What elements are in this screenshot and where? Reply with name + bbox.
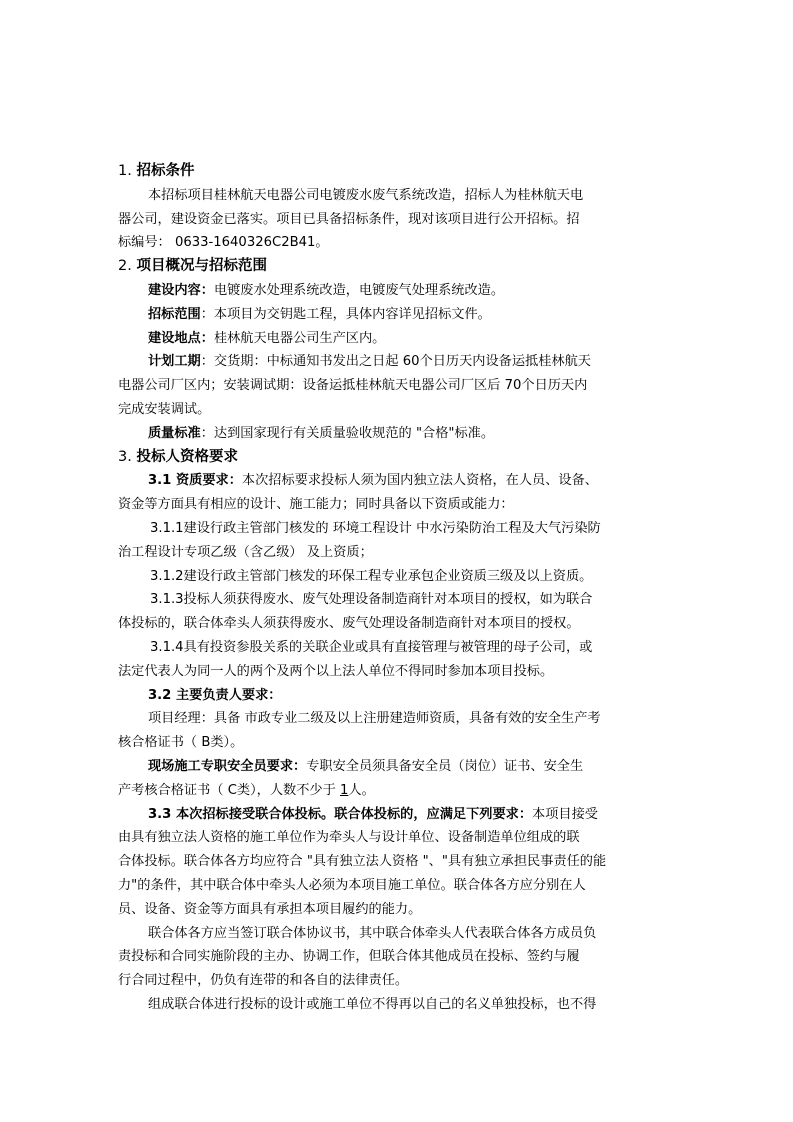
field-label: 建设地点：: [148, 330, 214, 346]
section-1-heading: [118, 160, 663, 184]
paragraph-line: 3.1.2建设行政主管部门核发的环保工程专业承包企业资质三级及以上资质。: [150, 568, 593, 584]
section-2-heading: [118, 255, 663, 279]
paragraph-line: 法定代表人为同一人的两个及两个以上法人单位不得同时参加本项目投标。: [118, 663, 554, 679]
paragraph-line: 联合体各方应当签订联合体协议书，其中联合体牵头人代表联合体各方成员负: [148, 925, 597, 941]
paragraph-line: 3.1.1建设行政主管部门核发的 环境工程设计 中水污染防治工程及大气污染防: [150, 520, 601, 536]
field-value: 本项目接受: [532, 806, 598, 822]
consortium-line: [118, 803, 663, 827]
text-run: 人。: [348, 782, 375, 798]
qualification-requirement-line: [118, 469, 663, 493]
construction-site-line: [118, 327, 663, 351]
field-value: 本次招标要求投标人须为国内独立法人资格，在人员、设备、: [241, 473, 598, 489]
section-title: 项目概况与招标范围: [136, 258, 267, 275]
quality-standard-line: [118, 422, 663, 446]
paragraph-line: 电器公司厂区内；安装调试期：设备运抵桂林航天电器公司厂区后 70个日历天内: [118, 378, 588, 394]
planned-period-line: [118, 350, 663, 374]
field-value: ：达到国家现行有关质量验收规范的 "合格"标准。: [200, 425, 495, 441]
paragraph-line: 由具有独立法人资格的施工单位作为牵头人与设计单位、设备制造单位组成的联: [118, 830, 580, 846]
paragraph-line: 3.1.4具有投资参股关系的关联企业或具有直接管理与被管理的母子公司，或: [150, 639, 593, 655]
text-run: 产考核合格证书（ C类），人数不少于: [118, 782, 340, 798]
paragraph-line: 3.1.3投标人须获得废水、废气处理设备制造商针对本项目的授权，如为联合: [150, 592, 593, 608]
field-value: ：本项目为交钥匙工程，具体内容详见招标文件。: [200, 306, 491, 322]
section-number: 3.: [118, 448, 132, 465]
field-label: 招标范围: [148, 306, 201, 322]
paragraph-line: 力"的条件，其中联合体中牵头人必须为本项目施工单位。联合体各方应分别在人: [118, 877, 586, 893]
field-value: 专职安全员须具备安全员（岗位）证书、安全生: [306, 758, 584, 774]
paragraph-line: 合体投标。联合体各方均应符合 "具有独立法人资格 "、"具有独立承担民事责任的能: [118, 854, 607, 870]
paragraph-line: 完成安装调试。: [118, 401, 211, 417]
section-number: 1.: [118, 163, 132, 179]
section-title: 投标人资格要求: [136, 448, 238, 465]
headcount-value: 1: [340, 782, 349, 798]
section-3-heading: [118, 446, 663, 470]
paragraph-line: 治工程设计专项乙级（含乙级） 及上资质；: [118, 544, 373, 560]
section-number: 2.: [118, 258, 132, 275]
paragraph-line: 本招标项目桂林航天电器公司电镀废水废气系统改造，招标人为桂林航天电: [148, 187, 584, 203]
paragraph-line: 器公司，建设资金已落实。项目已具备招标条件，现对该项目进行公开招标。招: [118, 211, 580, 227]
paragraph-line: [118, 779, 663, 803]
paragraph-line: 核合格证书（ B类）。: [118, 735, 244, 751]
safety-officer-line: [118, 755, 663, 779]
subsection-heading: 3.2 主要负责人要求：: [148, 687, 282, 703]
field-label: 3.1 资质要求：: [148, 473, 242, 489]
paragraph-line: 项目经理：具备 市政专业二级及以上注册建造师资质，具备有效的安全生产考: [148, 711, 601, 727]
field-label: 建设内容：: [148, 282, 214, 298]
section-title: 招标条件: [136, 163, 195, 179]
field-label: 计划工期: [148, 354, 201, 370]
paragraph-line: 体投标的，联合体牵头人须获得废水、废气处理设备制造商针对本项目的授权。: [118, 616, 580, 632]
paragraph-line: 组成联合体进行投标的设计或施工单位不得再以自己的名义单独投标，也不得: [148, 996, 597, 1012]
paragraph-line: 标编号： 0633-1640326C2B41。: [118, 235, 329, 251]
document-page: [118, 160, 663, 1017]
bidding-scope-line: [118, 303, 663, 327]
paragraph-line: 行合同过程中，仍负有连带的和各自的法律责任。: [118, 973, 409, 989]
field-value: 桂林航天电器公司生产区内。: [213, 330, 386, 346]
paragraph-line: 资金等方面具有相应的设计、施工能力；同时具备以下资质或能力：: [118, 497, 514, 513]
field-label: 3.3 本次招标接受联合体投标。联合体投标的，应满足下列要求：: [148, 806, 533, 822]
field-label: 现场施工专职安全员要求：: [148, 758, 307, 774]
field-label: 质量标准: [148, 425, 201, 441]
paragraph-line: 员、设备、资金等方面具有承担本项目履约的能力。: [118, 901, 422, 917]
field-value: 电镀废水处理系统改造，电镀废气处理系统改造。: [213, 282, 505, 298]
paragraph-line: 责投标和合同实施阶段的主办、协调工作，但联合体其他成员在投标、签约与履: [118, 949, 580, 965]
field-value: ：交货期：中标通知书发出之日起 60个日历天内设备运抵桂林航天: [200, 354, 591, 370]
construction-content-line: [118, 279, 663, 303]
